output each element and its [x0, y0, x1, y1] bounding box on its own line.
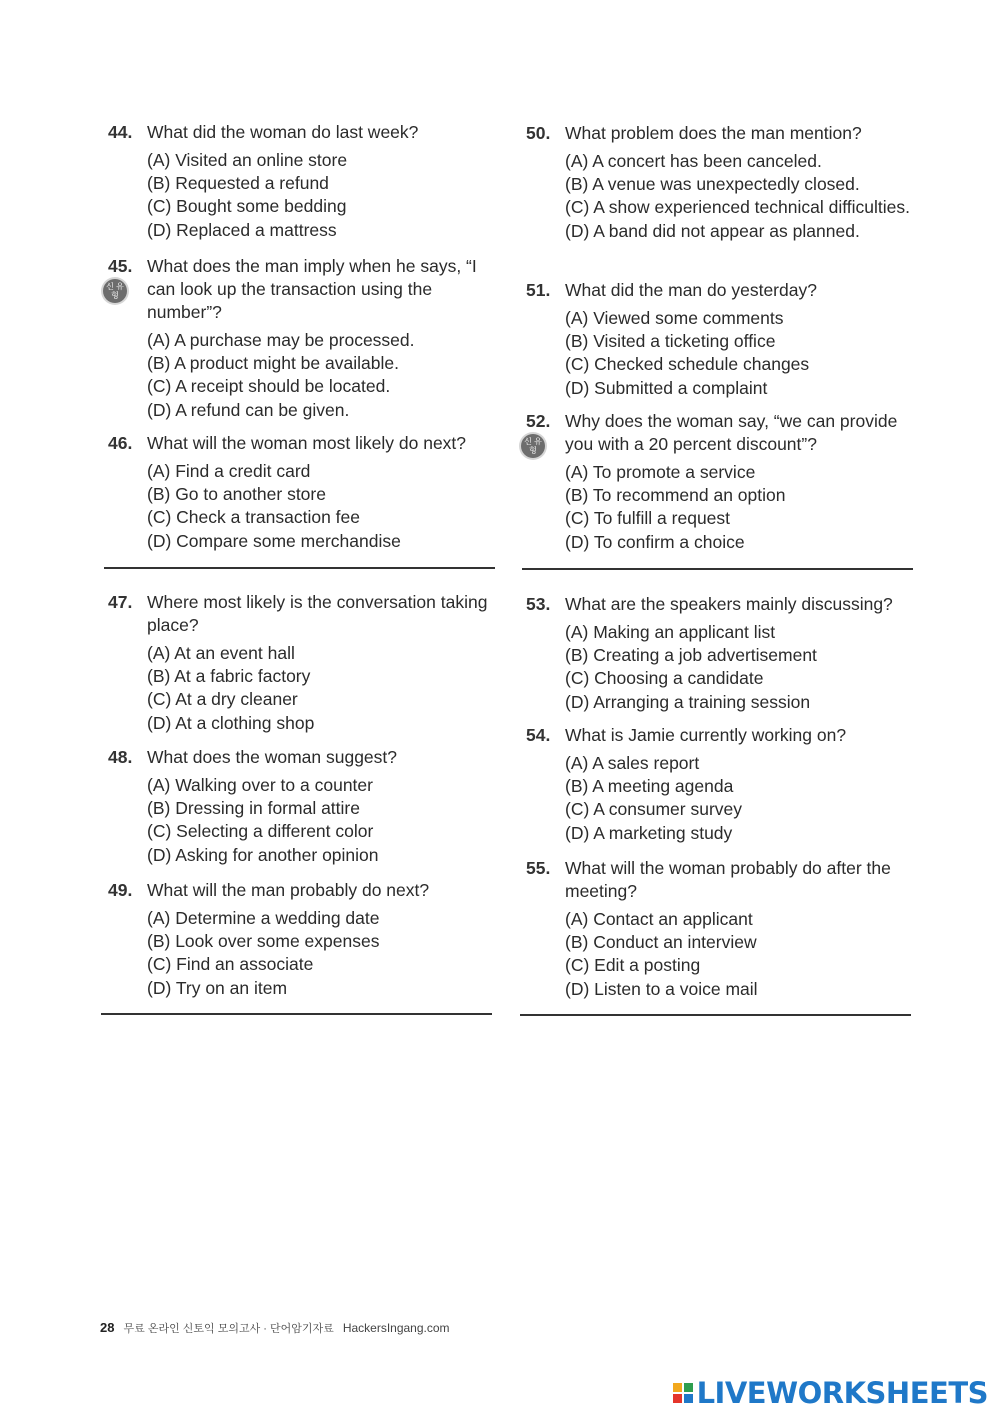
- answer-option[interactable]: (D) A band did not appear as planned.: [565, 220, 860, 241]
- question-48: [108, 746, 508, 867]
- question-stem: [526, 724, 926, 747]
- logo-grid-icon: [673, 1383, 693, 1403]
- answer-options: [565, 752, 926, 845]
- answer-option[interactable]: (C) A receipt should be located.: [147, 376, 391, 397]
- answer-options: [565, 150, 926, 243]
- page-number: 28: [100, 1320, 115, 1335]
- divider-left-top: [104, 567, 495, 569]
- answer-option[interactable]: (A) A sales report: [565, 753, 700, 773]
- answer-option[interactable]: (B) Creating a job advertisement: [565, 645, 817, 666]
- question-text: What problem does the man mention?: [565, 123, 862, 143]
- question-text: What did the woman do last week?: [147, 122, 419, 142]
- answer-option[interactable]: (B) Go to another store: [147, 484, 326, 505]
- answer-options: [565, 621, 926, 714]
- answer-option[interactable]: (A) Viewed some comments: [565, 308, 784, 328]
- answer-option[interactable]: (B) A meeting agenda: [565, 776, 734, 797]
- question-stem: [526, 122, 926, 145]
- question-stem: [526, 593, 926, 616]
- answer-option[interactable]: (D) A marketing study: [565, 822, 733, 843]
- question-number: 51.: [526, 280, 551, 300]
- question-44: [108, 121, 508, 242]
- answer-option[interactable]: (A) To promote a service: [565, 462, 756, 482]
- answer-option[interactable]: (C) Bought some bedding: [147, 196, 347, 217]
- answer-option[interactable]: (C) At a dry cleaner: [147, 689, 298, 710]
- question-55: [526, 857, 926, 1001]
- question-stem: [526, 857, 926, 903]
- answer-option[interactable]: (D) Replaced a mattress: [147, 219, 337, 240]
- question-text: What is Jamie currently working on?: [565, 725, 847, 745]
- answer-option[interactable]: (A) Contact an applicant: [565, 909, 753, 929]
- answer-option[interactable]: (A) Visited an online store: [147, 150, 348, 170]
- answer-option[interactable]: (A) Making an applicant list: [565, 622, 776, 642]
- answer-option[interactable]: (C) Checked schedule changes: [565, 354, 810, 375]
- answer-option[interactable]: (C) Choosing a candidate: [565, 668, 764, 689]
- answer-option[interactable]: (C) Check a transaction fee: [147, 507, 361, 528]
- answer-option[interactable]: (B) Dressing in formal attire: [147, 798, 360, 819]
- question-text: What will the man probably do next?: [147, 880, 430, 900]
- question-stem: [108, 591, 508, 637]
- answer-option[interactable]: (D) Asking for another opinion: [147, 844, 379, 865]
- logo-text: LIVEWORKSHEETS: [696, 1376, 988, 1410]
- answer-option[interactable]: (D) At a clothing shop: [147, 712, 315, 733]
- question-stem: [108, 255, 508, 324]
- answer-option[interactable]: (B) Requested a refund: [147, 173, 329, 194]
- question-text: What did the man do yesterday?: [565, 280, 817, 300]
- answer-option[interactable]: (B) Conduct an interview: [565, 932, 757, 953]
- question-number: 55.: [526, 858, 551, 878]
- answer-option[interactable]: (D) Arranging a training session: [565, 691, 811, 712]
- question-number: 50.: [526, 123, 551, 143]
- answer-option[interactable]: (A) A concert has been canceled.: [565, 151, 822, 171]
- answer-option[interactable]: (D) A refund can be given.: [147, 399, 350, 420]
- answer-option[interactable]: (C) Selecting a different color: [147, 821, 374, 842]
- answer-option[interactable]: (B) A product might be available.: [147, 353, 399, 374]
- question-number: 49.: [108, 880, 133, 900]
- question-stem: [526, 279, 926, 302]
- divider-right-bottom: [520, 1014, 911, 1016]
- question-number: 53.: [526, 594, 551, 614]
- footer-text: 무료 온라인 신토익 모의고사 · 단어암기자료: [123, 1323, 334, 1335]
- question-stem: [526, 410, 926, 456]
- question-stem: [108, 121, 508, 144]
- answer-option[interactable]: (B) Look over some expenses: [147, 931, 380, 952]
- question-45: [108, 255, 508, 422]
- answer-option[interactable]: (C) Edit a posting: [565, 955, 701, 976]
- answer-option[interactable]: (D) Try on an item: [147, 977, 288, 998]
- question-stem: [108, 432, 508, 455]
- answer-option[interactable]: (A) A purchase may be processed.: [147, 330, 415, 350]
- question-text: What does the man imply when he says, “I can look up the transaction using the number”?: [147, 256, 477, 322]
- question-number: 48.: [108, 747, 133, 767]
- answer-option[interactable]: (B) A venue was unexpectedly closed.: [565, 174, 860, 195]
- answer-options: [147, 642, 508, 735]
- answer-options: [147, 460, 508, 553]
- question-52: [526, 410, 926, 554]
- page-footer: [100, 1320, 450, 1336]
- answer-option[interactable]: (B) Visited a ticketing office: [565, 331, 776, 352]
- question-number: 46.: [108, 433, 133, 453]
- divider-left-bottom: [101, 1013, 492, 1015]
- answer-options: [147, 149, 508, 242]
- answer-options: [565, 461, 926, 554]
- question-54: [526, 724, 926, 845]
- question-53: [526, 593, 926, 714]
- answer-options: [565, 307, 926, 400]
- answer-option[interactable]: (B) At a fabric factory: [147, 666, 311, 687]
- question-text: Where most likely is the conversation taking place?: [147, 592, 488, 635]
- answer-option[interactable]: (A) Determine a wedding date: [147, 908, 380, 928]
- divider-right-top: [522, 568, 913, 570]
- new-type-badge-icon: 신 유형: [521, 434, 545, 458]
- question-47: [108, 591, 508, 735]
- question-46: [108, 432, 508, 553]
- answer-options: [147, 774, 508, 867]
- question-text: Why does the woman say, “we can provide you with a 20 percent discount”?: [565, 411, 898, 454]
- question-text: What does the woman suggest?: [147, 747, 398, 767]
- answer-option[interactable]: (C) Find an associate: [147, 954, 314, 975]
- answer-option[interactable]: (D) Compare some merchandise: [147, 530, 401, 551]
- answer-option[interactable]: (A) Walking over to a counter: [147, 775, 373, 795]
- answer-option[interactable]: (C) To fulfill a request: [565, 508, 731, 529]
- question-text: What will the woman probably do after the meeting?: [565, 858, 891, 901]
- question-number: 52.: [526, 411, 551, 431]
- answer-options: [565, 908, 926, 1001]
- question-number: 44.: [108, 122, 133, 142]
- answer-option[interactable]: (A) Find a credit card: [147, 461, 311, 481]
- answer-option[interactable]: (C) A show experienced technical difficulties.: [565, 197, 910, 218]
- question-49: [108, 879, 508, 1000]
- question-text: What will the woman most likely do next?: [147, 433, 467, 453]
- question-number: 54.: [526, 725, 551, 745]
- question-51: [526, 279, 926, 400]
- question-text: What are the speakers mainly discussing?: [565, 594, 893, 614]
- question-stem: [108, 746, 508, 769]
- answer-option[interactable]: (B) To recommend an option: [565, 485, 786, 506]
- liveworksheets-logo: [673, 1376, 988, 1410]
- question-stem: [108, 879, 508, 902]
- question-50: [526, 122, 926, 243]
- footer-site: HackersIngang.com: [342, 1321, 450, 1335]
- answer-option[interactable]: (D) To confirm a choice: [565, 531, 745, 552]
- answer-options: [147, 907, 508, 1000]
- answer-option[interactable]: (C) A consumer survey: [565, 799, 742, 820]
- new-type-badge-icon: 신 유형: [103, 279, 127, 303]
- answer-option[interactable]: (A) At an event hall: [147, 643, 295, 663]
- answer-option[interactable]: (D) Submitted a complaint: [565, 377, 768, 398]
- answer-options: [147, 329, 508, 422]
- question-number: 47.: [108, 592, 133, 612]
- answer-option[interactable]: (D) Listen to a voice mail: [565, 978, 758, 999]
- question-number: 45.: [108, 256, 133, 276]
